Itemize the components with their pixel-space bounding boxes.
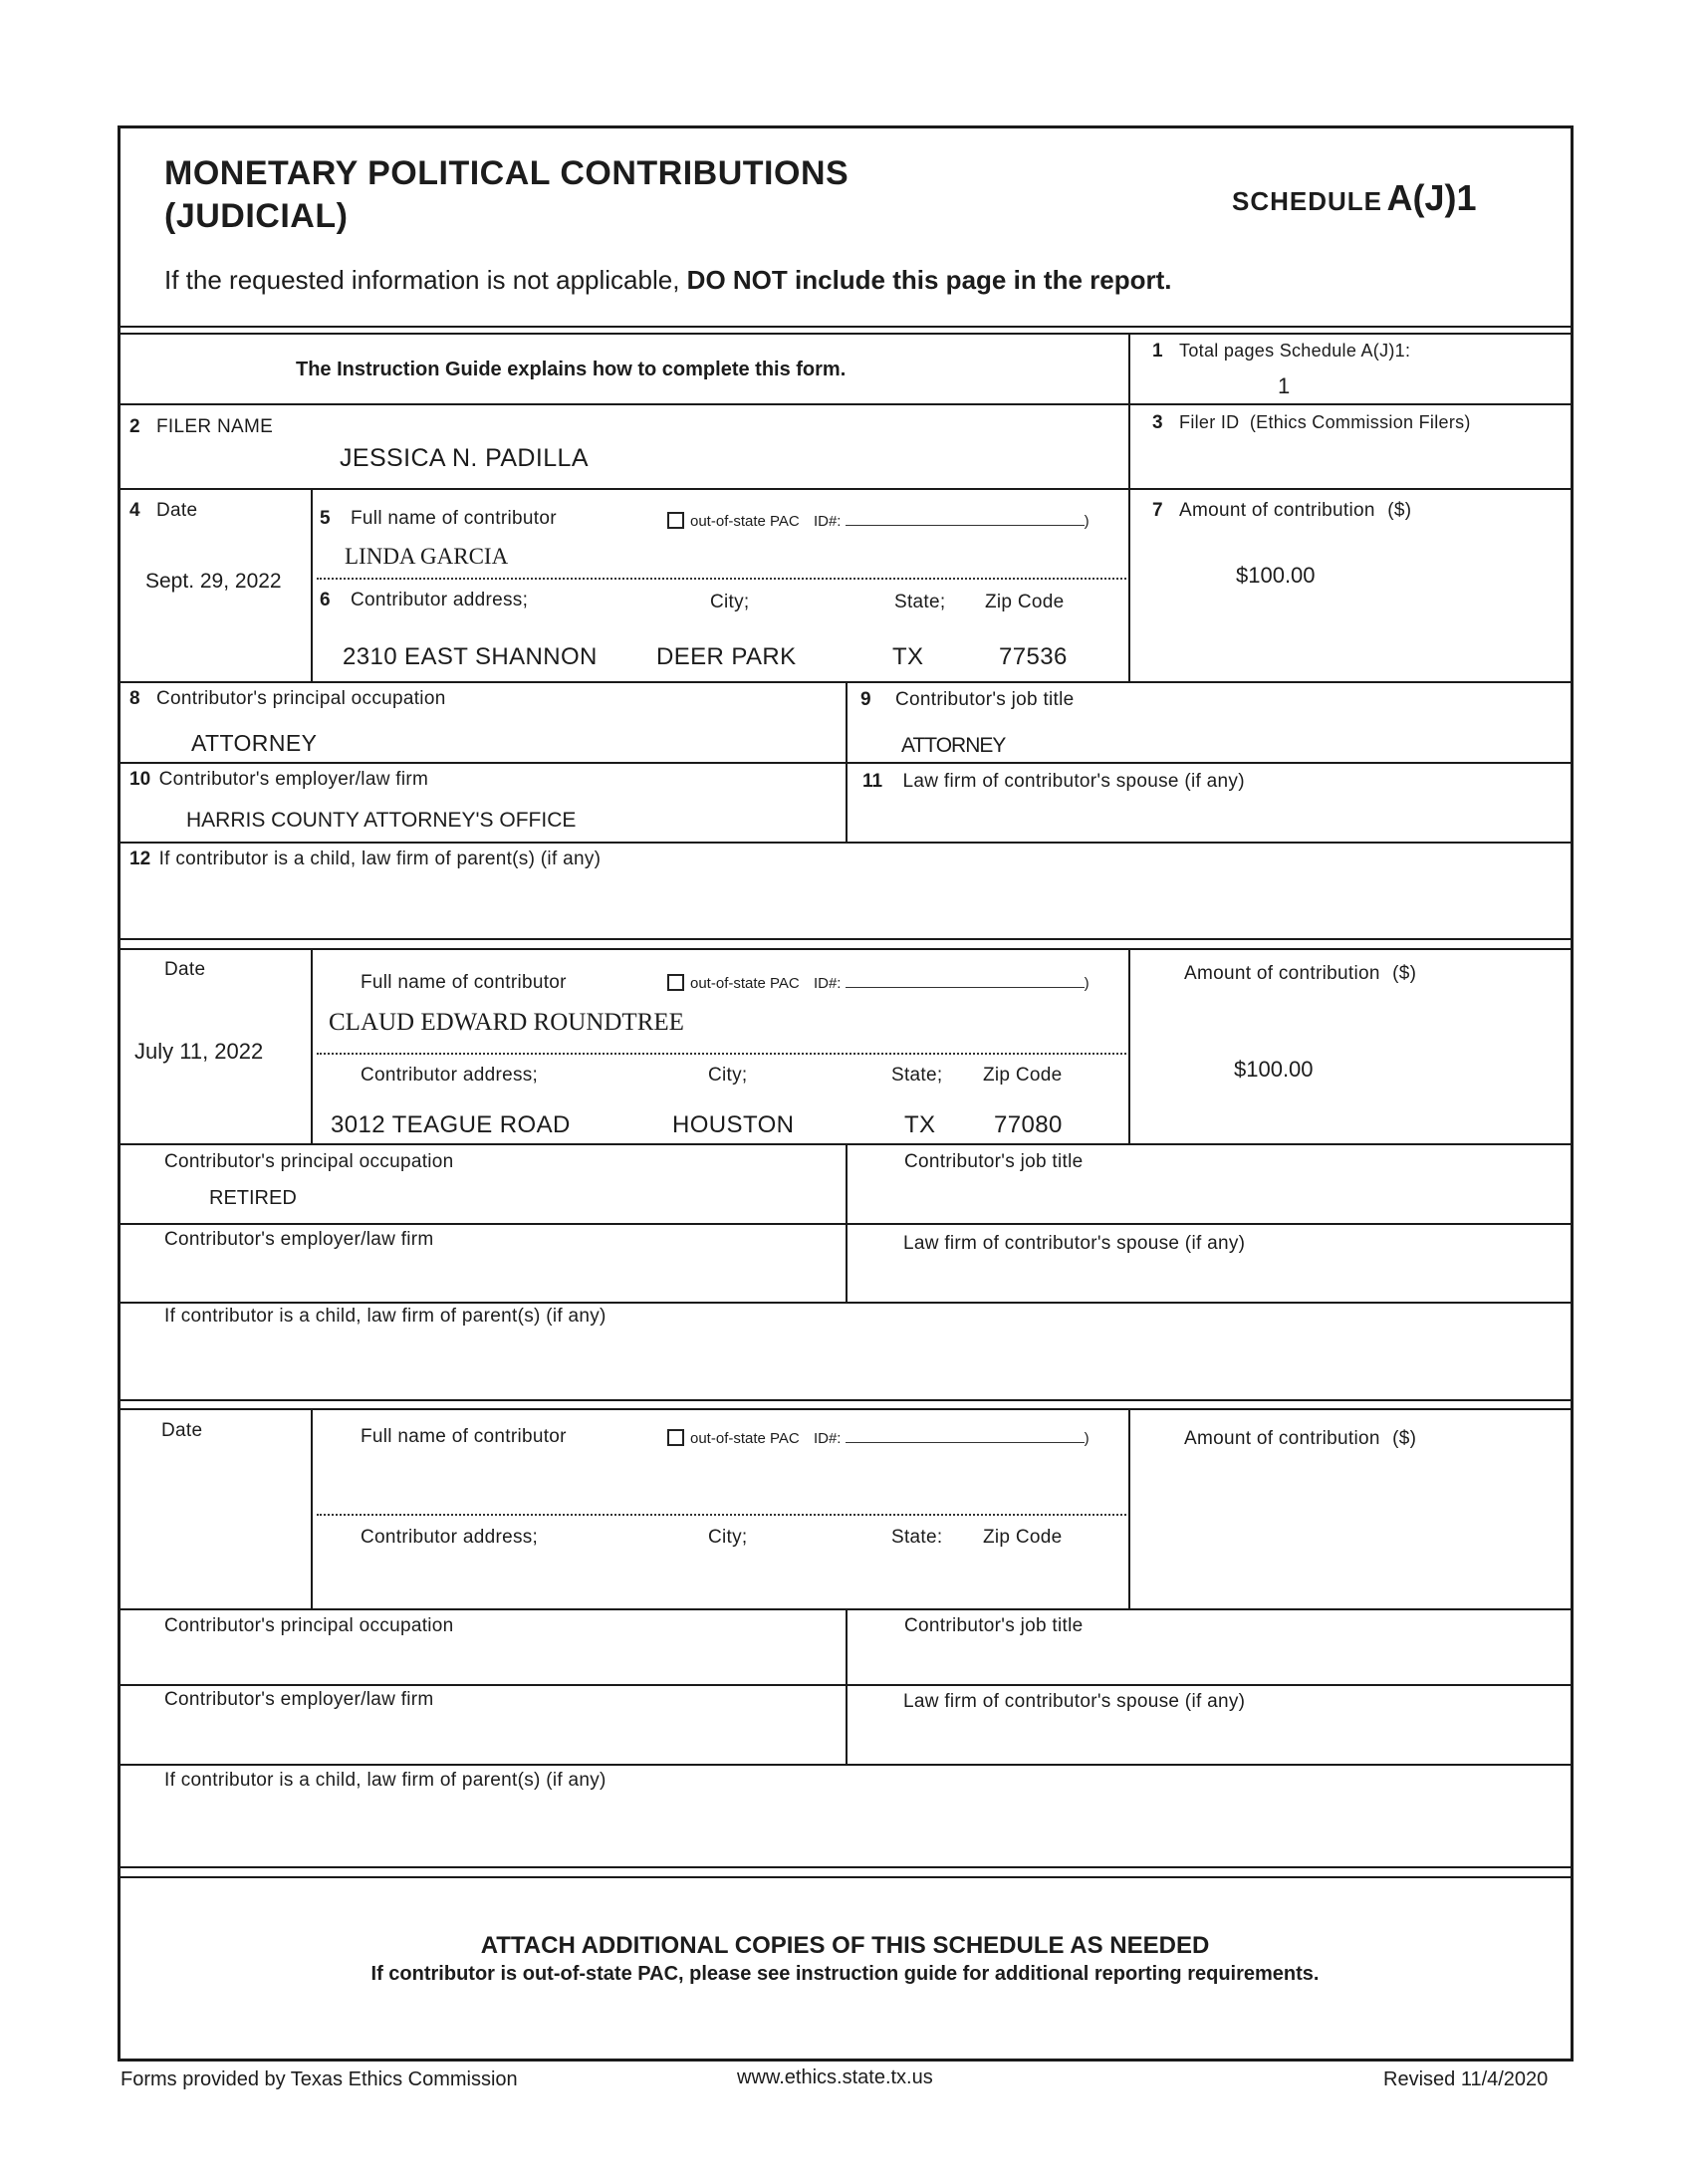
zip-value-2: 77080 <box>994 1111 1063 1138</box>
occupation-label-1 <box>129 688 446 710</box>
amount-text: Amount of contribution <box>1184 1428 1380 1449</box>
out-of-state-pac-notice: If contributor is out-of-state PAC, please see instruction guide for additional reporting requirements. <box>370 1963 1320 1985</box>
field-number: 2 <box>129 416 140 437</box>
pac-id-close: ) <box>1084 513 1090 530</box>
amount-value-2: $100.00 <box>1234 1057 1314 1082</box>
pac-id-close: ) <box>1084 975 1090 992</box>
amount-unit: ($) <box>1387 500 1412 521</box>
filer-id-note: (Ethics Commission Filers) <box>1249 412 1471 432</box>
schedule-label <box>1232 177 1477 219</box>
date-label-1 <box>129 500 197 522</box>
pac-checkbox[interactable] <box>667 512 684 529</box>
date-value-2: July 11, 2022 <box>134 1039 264 1064</box>
date-label-3: Date <box>161 1420 203 1441</box>
occupation-text: Contributor's principal occupation <box>156 688 446 709</box>
address-text: Contributor address; <box>351 590 529 610</box>
spouse-label-2: Law firm of contributor's spouse (if any) <box>903 1233 1246 1254</box>
job-title-value-1: ATTORNEY <box>901 734 1006 757</box>
field-number: 7 <box>1152 500 1163 521</box>
spouse-text: Law firm of contributor's spouse (if any) <box>902 771 1245 792</box>
date-value-1: Sept. 29, 2022 <box>145 570 282 593</box>
footer-website[interactable]: www.ethics.state.tx.us <box>737 2066 933 2088</box>
job-title-label-1 <box>860 689 1075 711</box>
full-name-label-3: Full name of contributor <box>361 1426 567 1447</box>
employer-label-1 <box>129 769 428 791</box>
pac-id-label: ID#: <box>813 513 842 530</box>
city-label-3: City; <box>708 1527 748 1548</box>
state-label-2: State; <box>891 1065 943 1086</box>
filer-name-text: FILER NAME <box>156 416 274 437</box>
instruction-note: The Instruction Guide explains how to complete this form. <box>296 359 847 380</box>
amount-unit: ($) <box>1392 963 1417 984</box>
pac-text: out-of-state PAC <box>690 513 800 530</box>
full-name-label-1 <box>320 508 557 530</box>
state-label-3: State: <box>891 1527 943 1548</box>
spouse-label-3: Law firm of contributor's spouse (if any) <box>903 1691 1246 1712</box>
full-name-text: Full name of contributor <box>351 508 557 529</box>
spouse-label-1 <box>862 771 1245 793</box>
address-label-2: Contributor address; <box>361 1065 539 1086</box>
pac-id-label: ID#: <box>813 1430 842 1447</box>
notice-plain: If the requested information is not applicable, <box>164 265 680 295</box>
field-number: 3 <box>1152 412 1163 433</box>
form-title-line1: MONETARY POLITICAL CONTRIBUTIONS <box>164 154 850 192</box>
job-title-label-3: Contributor's job title <box>904 1615 1084 1636</box>
field-number: 1 <box>1152 341 1163 362</box>
filer-id-text: Filer ID <box>1179 412 1240 432</box>
filer-name-value: JESSICA N. PADILLA <box>340 444 589 472</box>
address-value-1: 2310 EAST SHANNON <box>343 643 598 670</box>
schedule-prefix: SCHEDULE <box>1232 186 1383 216</box>
filer-id-label <box>1152 412 1471 434</box>
contributor-name-1: LINDA GARCIA <box>345 544 509 569</box>
pac-option-2 <box>667 973 1090 992</box>
field-number: 8 <box>129 688 140 709</box>
field-number: 12 <box>129 849 151 869</box>
total-pages-text: Total pages Schedule A(J)1: <box>1179 341 1411 361</box>
pac-id-label: ID#: <box>813 975 842 992</box>
city-label-1: City; <box>710 592 750 612</box>
field-number: 4 <box>129 500 140 521</box>
child-label-1 <box>129 849 601 870</box>
job-title-text: Contributor's job title <box>895 689 1075 710</box>
pac-option-3 <box>667 1428 1090 1447</box>
occupation-label-2: Contributor's principal occupation <box>164 1151 454 1172</box>
city-value-2: HOUSTON <box>672 1111 795 1138</box>
applicability-notice <box>164 265 1172 296</box>
notice-bold: DO NOT include this page in the report. <box>686 265 1172 295</box>
field-number: 11 <box>862 771 883 792</box>
amount-label-2 <box>1184 963 1416 985</box>
amount-text: Amount of contribution <box>1184 963 1380 984</box>
amount-unit: ($) <box>1392 1428 1417 1449</box>
child-label-3: If contributor is a child, law firm of parent(s) (if any) <box>164 1770 607 1791</box>
pac-option-1 <box>667 511 1090 530</box>
full-name-label-2: Full name of contributor <box>361 972 567 993</box>
field-number: 9 <box>860 689 871 710</box>
occupation-label-3: Contributor's principal occupation <box>164 1615 454 1636</box>
attach-copies-notice: ATTACH ADDITIONAL COPIES OF THIS SCHEDULE AS NEEDED <box>480 1932 1210 1959</box>
employer-label-3: Contributor's employer/law firm <box>164 1689 434 1710</box>
zip-label-2: Zip Code <box>983 1065 1063 1086</box>
filer-name-label <box>129 416 273 438</box>
amount-value-1: $100.00 <box>1236 563 1316 588</box>
pac-checkbox[interactable] <box>667 974 684 991</box>
field-number: 5 <box>320 508 331 529</box>
state-value-2: TX <box>904 1111 936 1138</box>
total-pages-label <box>1152 341 1410 363</box>
pac-id-field[interactable] <box>846 511 1085 526</box>
pac-id-field[interactable] <box>846 1428 1085 1443</box>
zip-value-1: 77536 <box>999 643 1068 670</box>
pac-text: out-of-state PAC <box>690 975 800 992</box>
pac-id-field[interactable] <box>846 973 1085 988</box>
contributor-name-2: CLAUD EDWARD ROUNDTREE <box>329 1009 684 1036</box>
address-label-1 <box>320 590 528 611</box>
footer-provider: Forms provided by Texas Ethics Commission <box>121 2068 518 2090</box>
date-text: Date <box>156 500 198 521</box>
field-number: 6 <box>320 590 331 610</box>
address-value-2: 3012 TEAGUE ROAD <box>331 1111 571 1138</box>
date-label-2: Date <box>164 959 206 980</box>
employer-value-1: HARRIS COUNTY ATTORNEY'S OFFICE <box>186 809 577 832</box>
field-number: 10 <box>129 769 151 790</box>
address-label-3: Contributor address; <box>361 1527 539 1548</box>
state-label-1: State; <box>894 592 946 612</box>
pac-checkbox[interactable] <box>667 1429 684 1446</box>
city-label-2: City; <box>708 1065 748 1086</box>
child-label-2: If contributor is a child, law firm of parent(s) (if any) <box>164 1306 607 1327</box>
zip-label-3: Zip Code <box>983 1527 1063 1548</box>
occupation-value-1: ATTORNEY <box>191 730 318 756</box>
total-pages-value: 1 <box>1278 373 1291 398</box>
footer-revised: Revised 11/4/2020 <box>1383 2068 1549 2090</box>
employer-label-2: Contributor's employer/law firm <box>164 1229 434 1250</box>
occupation-value-2: RETIRED <box>209 1187 297 1209</box>
amount-label-3 <box>1184 1428 1416 1450</box>
schedule-code: A(J)1 <box>1386 177 1477 218</box>
amount-label-1 <box>1152 500 1411 522</box>
city-value-1: DEER PARK <box>656 643 797 670</box>
job-title-label-2: Contributor's job title <box>904 1151 1084 1172</box>
pac-text: out-of-state PAC <box>690 1430 800 1447</box>
pac-id-close: ) <box>1084 1430 1090 1447</box>
state-value-1: TX <box>892 643 924 670</box>
zip-label-1: Zip Code <box>985 592 1065 612</box>
form-title-line2: (JUDICIAL) <box>164 197 349 235</box>
employer-text: Contributor's employer/law firm <box>158 769 429 790</box>
amount-text: Amount of contribution <box>1179 500 1375 521</box>
child-text: If contributor is a child, law firm of parent(s) (if any) <box>158 849 602 869</box>
